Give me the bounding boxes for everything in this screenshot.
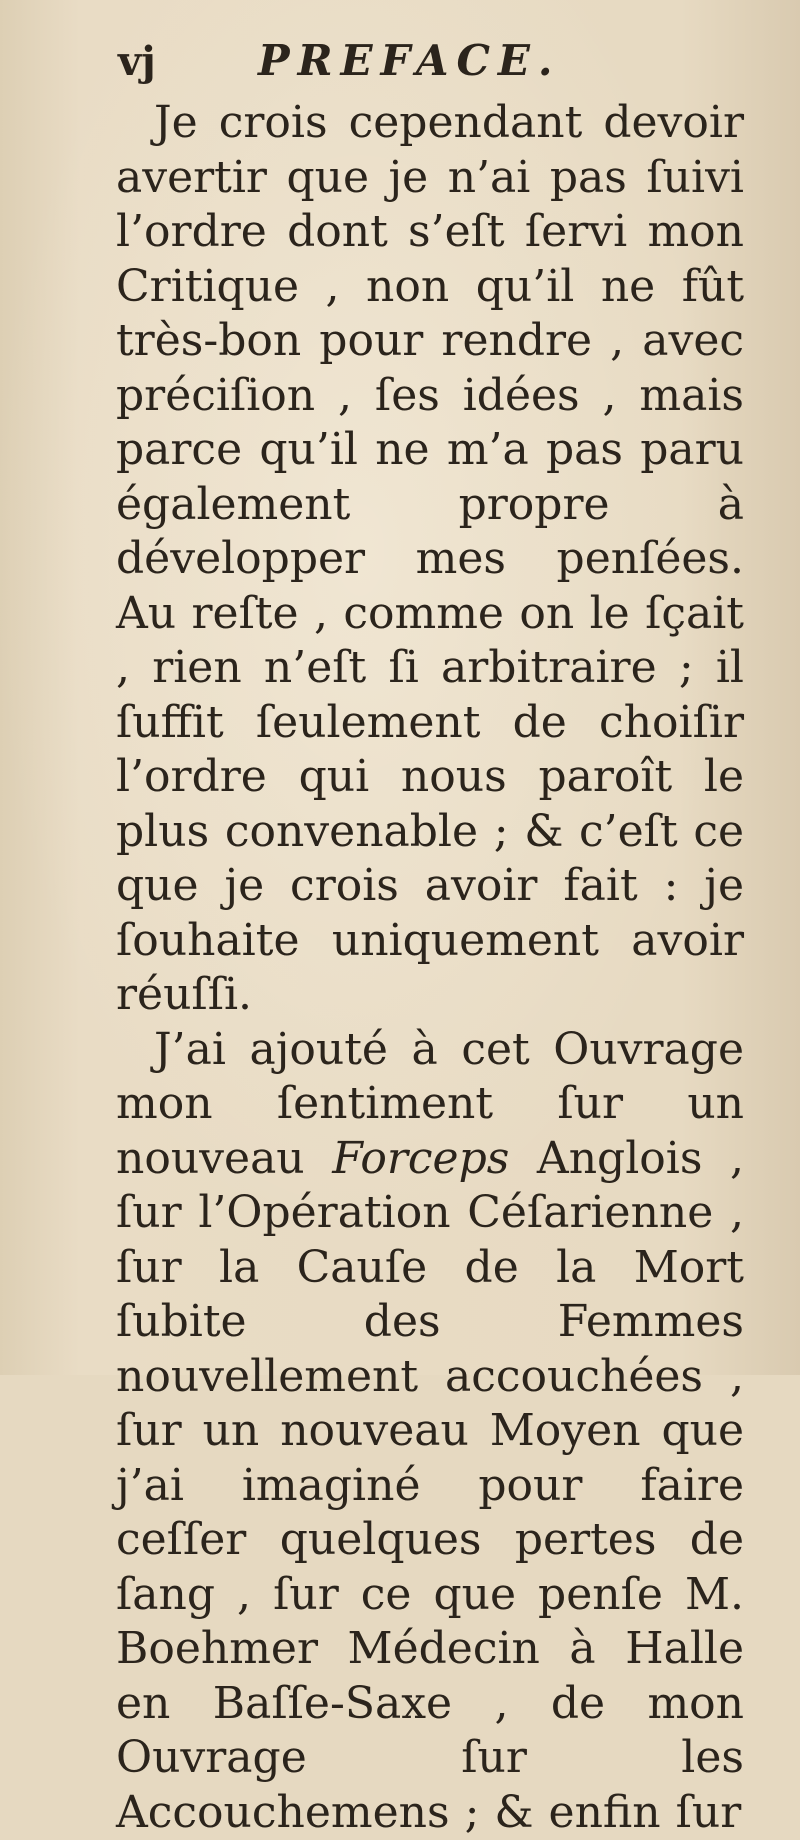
- page-header: [118, 32, 678, 88]
- body-text: [116, 96, 744, 1840]
- running-head: PREFACE.: [258, 36, 561, 85]
- paragraph-2-text-start: J’ai ajouté à cet Ouvrage mon ſentiment ſur un nouveau: [116, 1024, 744, 1184]
- page-number: vj: [118, 38, 156, 85]
- paragraph-2-text-end: Anglois , ſur l’Opération Céſarienne , ſur la Cauſe de la Mort ſubite des Femmes nouvellement accouchées , ſur un nouveau Moyen que j’ai imaginé pour faire ceſſer quelques pertes de ſang , ſur ce que penſe M. Boehmer Médecin à Halle en Baſſe-Saxe , de mon Ouvrage ſur les Accouchemens ; & enfin ſur: [116, 1133, 744, 1838]
- paragraph-2: [116, 1023, 744, 1840]
- forceps-italic: Forceps: [332, 1133, 509, 1184]
- paragraph-1: Je crois cependant devoir avertir que je n’ai pas ſuivi l’ordre dont s’eſt ſervi mon Critique , non qu’il ne fût très-bon pour rendre , avec préciſion , ſes idées , mais parce qu’il ne m’a pas paru également propre à développer mes penſées. Au reſte , comme on le ſçait , rien n’eſt ſi arbitraire ; il ſuffit ſeulement de choiſir l’ordre qui nous paroît le plus convenable ; & c’eſt ce que je crois avoir fait : je ſouhaite uniquement avoir réuſſi.: [116, 96, 744, 1023]
